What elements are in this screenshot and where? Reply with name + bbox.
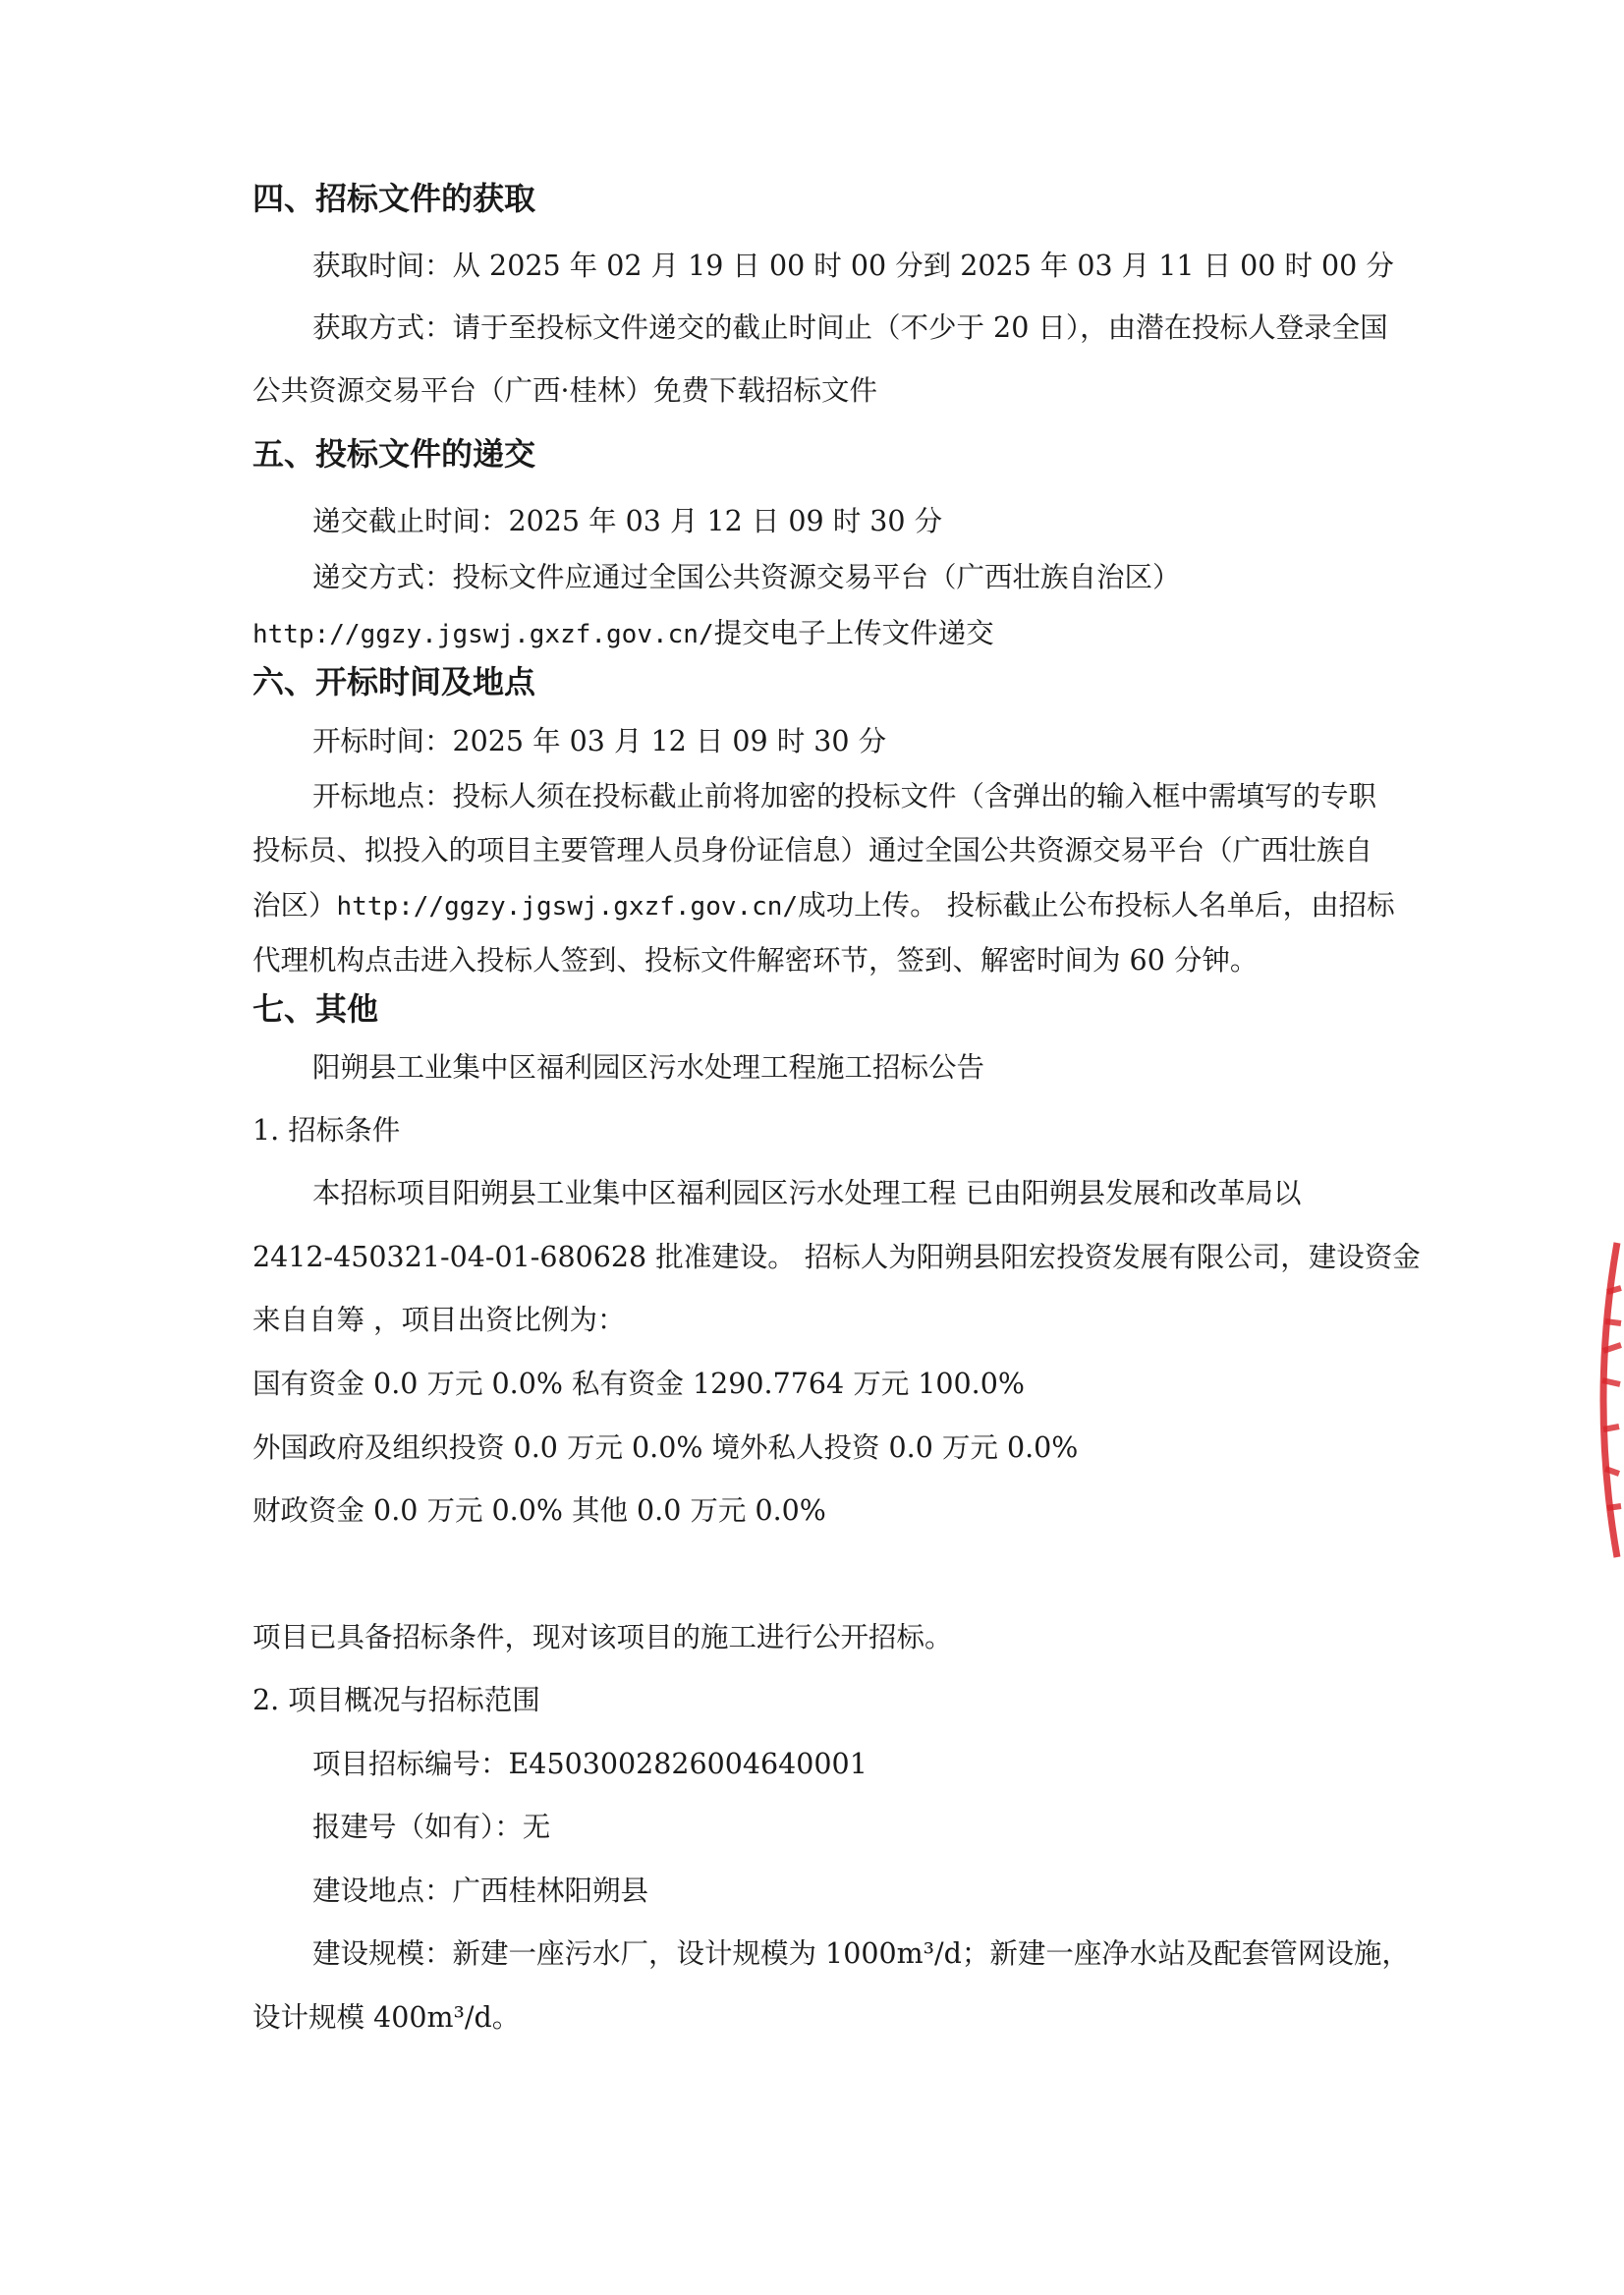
section-5-heading: 五、投标文件的递交 xyxy=(252,435,536,473)
funding-line2: 外国政府及组织投资 0.0 万元 0.0% 境外私人投资 0.0 万元 0.0% xyxy=(252,1431,1079,1464)
platform-url: http://ggzy.jgswj.gxzf.gov.cn/ xyxy=(252,620,714,649)
section-4-method-line1: 获取方式：请于至投标文件递交的截止时间止（不少于 20 日），由潜在投标人登录全国 xyxy=(312,311,1388,344)
section-5-method-text: 提交电子上传文件递交 xyxy=(713,617,994,649)
announcement-title: 阳朔县工业集中区福利园区污水处理工程施工招标公告 xyxy=(312,1051,985,1084)
section-6-time: 开标时间：2025 年 03 月 12 日 09 时 30 分 xyxy=(312,725,887,757)
section-6-place-line2: 投标员、拟投入的项目主要管理人员身份证信息）通过全国公共资源交易平台（广西壮族自 xyxy=(252,834,1373,867)
platform-url-2: http://ggzy.jgswj.gxzf.gov.cn/ xyxy=(336,892,799,922)
section-5-method-line1: 递交方式：投标文件应通过全国公共资源交易平台（广西壮族自治区） xyxy=(312,561,1181,593)
construction-scale-line1: 建设规模：新建一座污水厂，设计规模为 1000m³/d；新建一座净水站及配套管网设施， xyxy=(312,1937,1410,1970)
funding-line1: 国有资金 0.0 万元 0.0% 私有资金 1290.7764 万元 100.0% xyxy=(252,1368,1025,1400)
construction-scale-line2: 设计规模 400m³/d。 xyxy=(252,2001,521,2034)
report-number: 报建号（如有）：无 xyxy=(312,1811,551,1843)
section-5-deadline: 递交截止时间：2025 年 03 月 12 日 09 时 30 分 xyxy=(312,505,943,537)
subsection-2-heading: 2. 项目概况与招标范围 xyxy=(252,1684,540,1716)
section-6-place-prefix: 治区） xyxy=(252,889,337,922)
tender-code: 项目招标编号：E4503002826004640001 xyxy=(312,1748,868,1780)
red-seal-stamp xyxy=(1570,1233,1624,1567)
section-4-time: 获取时间：从 2025 年 02 月 19 日 00 时 00 分到 2025 年 03 月 11 日 00 时 00 分 xyxy=(312,250,1394,282)
section-4-heading: 四、招标文件的获取 xyxy=(252,180,536,217)
section-6-place-line4: 代理机构点击进入投标人签到、投标文件解密环节，签到、解密时间为 60 分钟。 xyxy=(252,944,1259,977)
section-6-place-line3 xyxy=(252,886,1395,926)
tender-ready: 项目已具备招标条件，现对该项目的施工进行公开招标。 xyxy=(252,1621,953,1653)
subsection-1-line1: 本招标项目阳朔县工业集中区福利园区污水处理工程 已由阳朔县发展和改革局以 xyxy=(312,1177,1302,1209)
section-4-method-line2: 公共资源交易平台（广西·桂林）免费下载招标文件 xyxy=(252,374,878,407)
subsection-1-line2: 2412-450321-04-01-680628 批准建设。 招标人为阳朔县阳宏投资发展有限公司，建设资金 xyxy=(252,1241,1421,1273)
section-6-heading: 六、开标时间及地点 xyxy=(252,663,536,700)
section-7-heading: 七、其他 xyxy=(252,990,379,1028)
construction-location: 建设地点：广西桂林阳朔县 xyxy=(312,1875,649,1907)
funding-line3: 财政资金 0.0 万元 0.0% 其他 0.0 万元 0.0% xyxy=(252,1494,826,1527)
subsection-1-line3: 来自自筹 ，项目出资比例为： xyxy=(252,1304,626,1336)
subsection-1-heading: 1. 招标条件 xyxy=(252,1114,401,1147)
section-6-place-line1: 开标地点：投标人须在投标截止前将加密的投标文件（含弹出的输入框中需填写的专职 xyxy=(312,780,1377,812)
section-6-place-suffix: 成功上传。 投标截止公布投标人名单后，由招标 xyxy=(798,889,1395,922)
section-5-method-line2 xyxy=(252,614,994,654)
